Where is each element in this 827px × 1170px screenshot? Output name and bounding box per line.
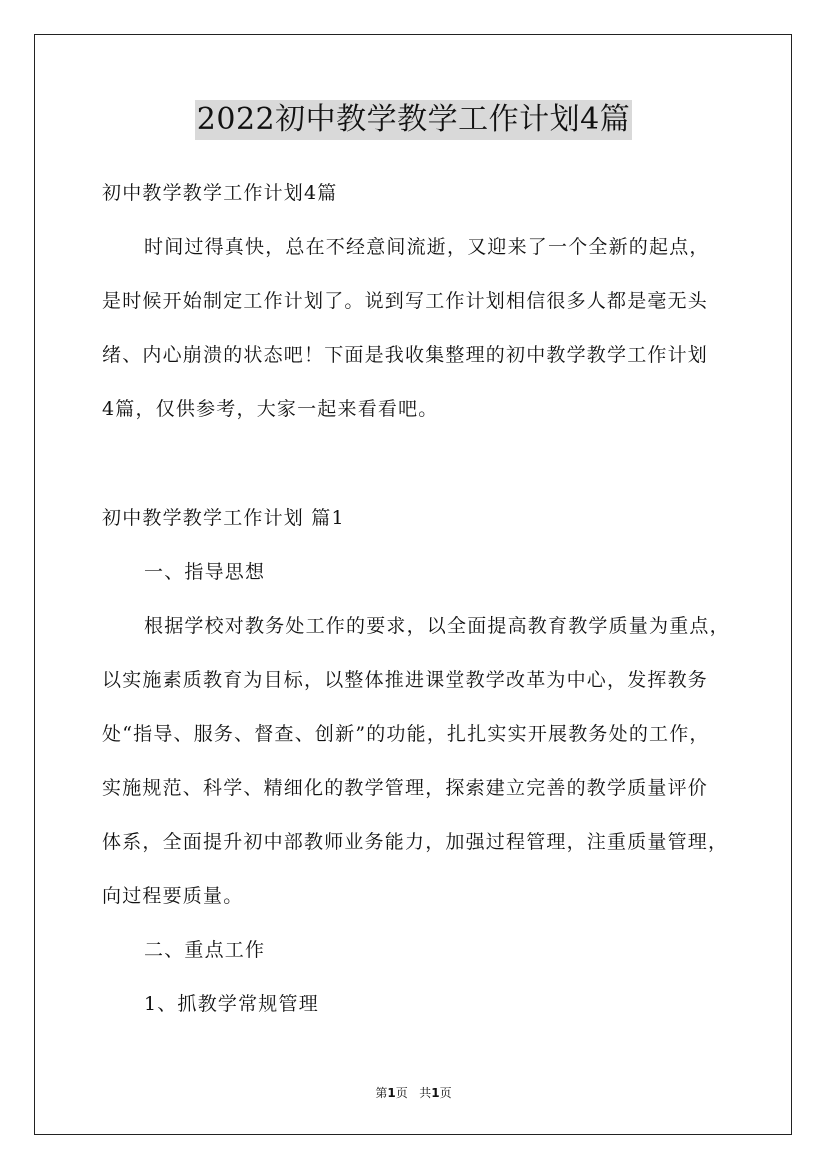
- document-title: 2022初中教学教学工作计划4篇: [195, 100, 632, 140]
- document-subtitle: 初中教学教学工作计划4篇: [102, 182, 338, 204]
- heading-guiding-ideology: 一、指导思想: [144, 561, 266, 583]
- heading-teaching-routine: 1、抓教学常规管理: [144, 993, 319, 1015]
- footer-page-prefix: 第: [375, 1086, 388, 1100]
- intro-line: 是时候开始制定工作计划了。说到写工作计划相信很多人都是毫无头: [102, 290, 709, 312]
- page-footer: [0, 1085, 827, 1101]
- footer-page-mid: 页 共: [395, 1086, 432, 1100]
- intro-line: 绪、内心崩溃的状态吧！下面是我收集整理的初中教学教学工作计划: [102, 344, 709, 366]
- body-line: 处“指导、服务、督查、创新”的功能，扎扎实实开展教务处的工作，: [102, 723, 710, 745]
- intro-line: 时间过得真快，总在不经意间流逝，又迎来了一个全新的起点，: [144, 236, 710, 258]
- body-line: 向过程要质量。: [102, 885, 244, 907]
- footer-page-suffix: 页: [439, 1086, 452, 1100]
- section-heading: 初中教学教学工作计划 篇1: [102, 507, 345, 529]
- body-line: 以实施素质教育为目标，以整体推进课堂教学改革为中心，发挥教务: [102, 669, 709, 691]
- title-container: [0, 100, 827, 140]
- footer-page-total: 1: [431, 1086, 440, 1100]
- body-line: 实施规范、科学、精细化的教学管理，探索建立完善的教学质量评价: [102, 777, 709, 799]
- body-line: 根据学校对教务处工作的要求，以全面提高教育教学质量为重点，: [144, 615, 730, 637]
- body-line: 体系，全面提升初中部教师业务能力，加强过程管理，注重质量管理，: [102, 831, 729, 853]
- footer-page-number: 1: [387, 1086, 396, 1100]
- heading-key-work: 二、重点工作: [144, 939, 266, 961]
- intro-line: 4篇，仅供参考，大家一起来看看吧。: [102, 398, 439, 420]
